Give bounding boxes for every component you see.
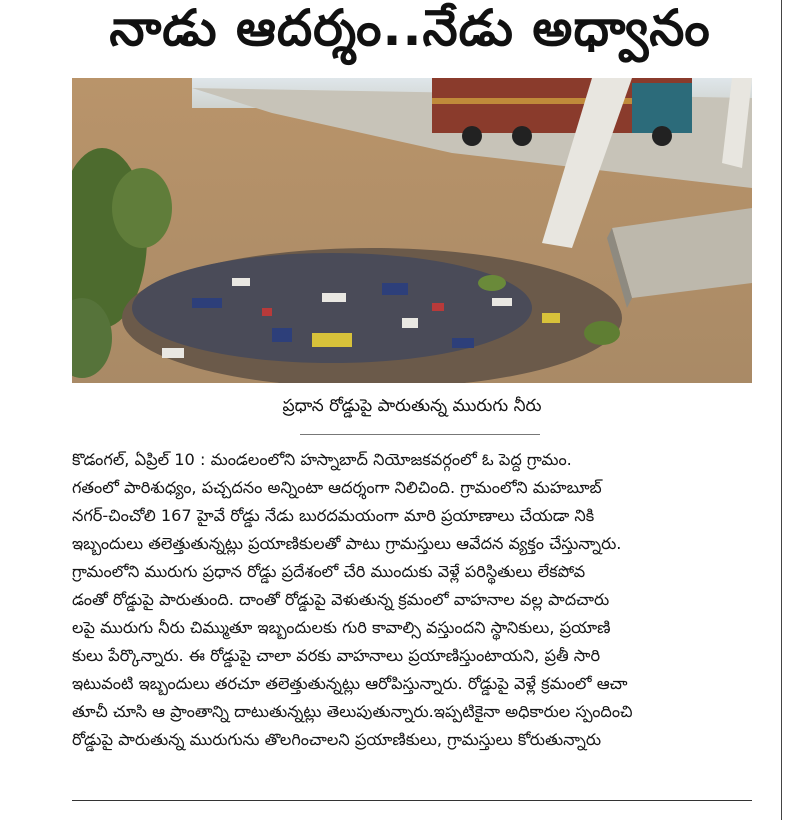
- article-line: డంతో రోడ్డుపై పారుతుంది. దాంతో రోడ్డుపై వెళుతున్న క్రమంలో వాహనాల వల్ల పాదచారు: [72, 590, 610, 609]
- headline: నాడు ఆదర్శం..నేడు అధ్వానం: [109, 0, 711, 57]
- article-line: రోడ్డుపై పారుతున్న మురుగును తొలగించాలని ప్రయాణికులు, గ్రామస్తులు కోరుతున్నారు: [72, 730, 602, 749]
- caption-underline: [300, 434, 540, 435]
- article-body: [72, 446, 762, 754]
- photo-caption: ప్రధాన రోడ్డుపై పారుతున్న మురుగు నీరు: [282, 396, 542, 416]
- roadside-garbage-photo-icon: [72, 78, 752, 383]
- article-line: ఇబ్బందులు తలెత్తుతున్నట్లు ప్రయాణికులతో పాటు గ్రామస్తులు ఆవేదన వ్యక్తం చేస్తున్నారు.: [72, 534, 622, 553]
- article-line: కులు పేర్కొన్నారు. ఈ రోడ్డుపై చాలా వరకు వాహనాలు ప్రయాణిస్తుంటాయని, ప్రతీ సారి: [72, 646, 601, 665]
- news-photo: [72, 78, 752, 383]
- article-line: గ్రామంలోని మురుగు ప్రధాన రోడ్డు ప్రదేశంలో చేరి ముందుకు వెళ్లే పరిస్థితులు లేకపోవ: [72, 562, 586, 581]
- article-line: లపై మురుగు నీరు చిమ్ముతూ ఇబ్బందులకు గురి కావాల్సి వస్తుందని స్థానికులు, ప్రయాణి: [72, 618, 611, 637]
- article-line: గతంలో పారిశుధ్యం, పచ్చదనం అన్నింటా ఆదర్శంగా నిలిచింది. గ్రామంలోని మహబూబ్: [72, 478, 602, 497]
- column-divider: [781, 0, 782, 820]
- article-line: తూచీ చూసి ఆ ప్రాంతాన్ని దాటుతున్నట్లు తెలుపుతున్నారు.ఇప్పటికైనా అధికారుల స్పందించి: [72, 702, 633, 721]
- article-bottom-rule: [72, 800, 752, 801]
- article-line: నగర్-చించోలి 167 హైవే రోడ్డు నేడు బురదమయంగా మారి ప్రయాణాలు చేయడా నికి: [72, 506, 595, 525]
- article-line: ఇటువంటి ఇబ్బందులు తరచూ తలెత్తుతున్నట్లు ఆరోపిస్తున్నారు. రోడ్డుపై వెళ్లే క్రమంలో ఆచా: [72, 674, 628, 693]
- article-line: కొడంగల్, ఏప్రిల్ 10 : మండలంలోని హస్నాబాద్ నియోజకవర్గంలో ఓ పెద్ద గ్రామం.: [72, 450, 572, 469]
